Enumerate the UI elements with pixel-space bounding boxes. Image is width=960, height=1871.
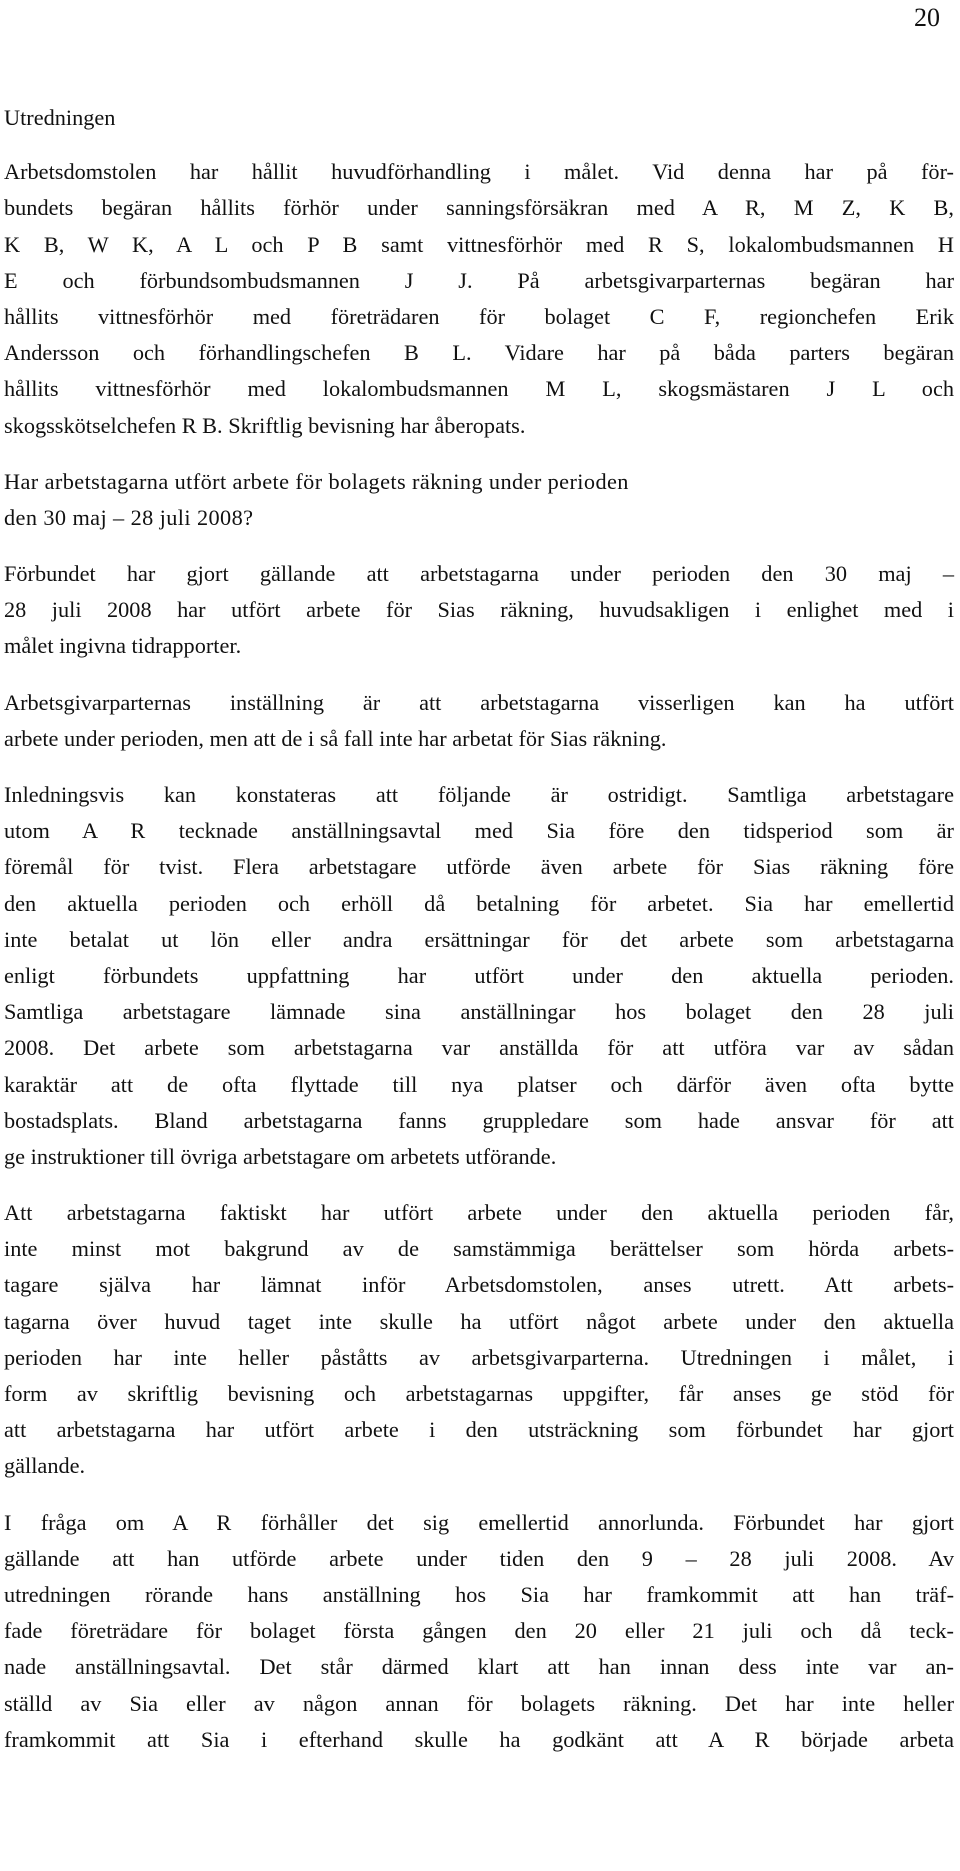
paragraph-line: E och förbundsombudsmannen J J. På arbetsgivarparternas begäran har [4,267,954,293]
paragraph-line: ställd av Sia eller av någon annan för bolagets räkning. Det har inte heller [4,1690,954,1716]
paragraph-line: tagare själva har lämnat inför Arbetsdomstolen, anses utrett. Att arbets- [4,1272,954,1298]
paragraph-line: 2008. Det arbete som arbetstagarna var anställda för att utföra var av sådan [4,1035,954,1061]
paragraph-line: Förbundet har gjort gällande att arbetstagarna under perioden den 30 maj – [4,561,954,587]
document-body [4,100,954,1758]
paragraph-line: hållits vittnesförhör med lokalombudsmannen M L, skogsmästaren J L och [4,376,954,402]
paragraph-line: Att arbetstagarna faktiskt har utfört arbete under den aktuella perioden får, [4,1200,954,1226]
paragraph-line: målet ingivna tidrapporter. [4,633,242,659]
paragraph-line: Har arbetstagarna utfört arbete för bolagets räkning under perioden [4,468,629,494]
paragraph-line: föremål för tvist. Flera arbetstagare utförde även arbete för Sias räkning före [4,854,954,880]
paragraph-line: tagarna över huvud taget inte skulle ha utfört något arbete under den aktuella [4,1308,954,1334]
paragraph-line: Arbetsdomstolen har hållit huvudförhandling i målet. Vid denna har på för- [4,159,954,185]
paragraph-line: Andersson och förhandlingschefen B L. Vidare har på båda parters begäran [4,340,954,366]
paragraph-3 [4,556,954,665]
paragraph-line: 28 juli 2008 har utfört arbete för Sias räkning, huvudsakligen i enlighet med i [4,597,954,623]
question-heading [4,464,954,536]
paragraph-line: den aktuella perioden och erhöll då betalning för arbetet. Sia har emellertid [4,890,954,916]
paragraph-line: form av skriftlig bevisning och arbetstagarnas uppgifter, får anses ge stöd för [4,1381,954,1406]
paragraph-1 [4,154,954,444]
paragraph-line: karaktär att de ofta flyttade till nya platser och därför även ofta bytte [4,1071,954,1097]
paragraph-6 [4,1195,954,1485]
paragraph-line: K B, W K, A L och P B samt vittnesförhör med R S, lokalombudsmannen H [4,231,954,257]
paragraph-line: arbete under perioden, men att de i så fall inte har arbetat för Sias räkning. [4,725,667,751]
paragraph-line: Inledningsvis kan konstateras att följande är ostridigt. Samtliga arbetstagare [4,782,954,807]
paragraph-line: fade företrädare för bolaget första gången den 20 eller 21 juli och då teck- [4,1618,954,1644]
paragraph-4 [4,685,954,757]
page-number: 20 [914,3,940,32]
paragraph-line: bostadsplats. Bland arbetstagarna fanns gruppledare som hade ansvar för att [4,1107,954,1133]
paragraph-line: inte betalat ut lön eller andra ersättningar för det arbete som arbetstagarna [4,926,954,952]
paragraph-line: nade anställningsavtal. Det står därmed klart att han innan dess inte var an- [4,1654,954,1680]
paragraph-line: utredningen rörande hans anställning hos Sia har framkommit att han träf- [4,1581,954,1607]
paragraph-line: ge instruktioner till övriga arbetstagare om arbetets utförande. [4,1143,557,1169]
paragraph-line: framkommit att Sia i efterhand skulle ha godkänt att A R började arbeta [4,1726,954,1752]
paragraph-line: bundets begäran hållits förhör under sanningsförsäkran med A R, M Z, K B, [4,195,954,221]
paragraph-line: gällande. [4,1453,86,1479]
paragraph-line: utom A R tecknade anställningsavtal med Sia före den tidsperiod som är [4,818,954,844]
paragraph-line: Arbetsgivarparternas inställning är att arbetstagarna visserligen kan ha utfört [4,689,954,715]
paragraph-5 [4,777,954,1175]
paragraph-7 [4,1505,954,1758]
paragraph-line: att arbetstagarna har utfört arbete i den utsträckning som förbundet har gjort [4,1417,954,1443]
paragraph-line: Samtliga arbetstagare lämnade sina anställningar hos bolaget den 28 juli [4,999,954,1025]
paragraph-line: enligt förbundets uppfattning har utfört under den aktuella perioden. [4,962,954,988]
paragraph-line: hållits vittnesförhör med företrädaren för bolaget C F, regionchefen Erik [4,303,954,329]
paragraph-line: skogsskötselchefen R B. Skriftlig bevisning har åberopats. [4,412,526,438]
paragraph-line: inte minst mot bakgrund av de samstämmiga berättelser som hörda arbets- [4,1236,954,1262]
paragraph-line: perioden har inte heller påståtts av arbetsgivarparterna. Utredningen i målet, i [4,1344,954,1370]
section-heading: Utredningen [4,105,116,130]
paragraph-line: den 30 maj – 28 juli 2008? [4,504,254,530]
paragraph-line: gällande att han utförde arbete under tiden den 9 – 28 juli 2008. Av [4,1545,954,1571]
paragraph-line: I fråga om A R förhåller det sig emellertid annorlunda. Förbundet har gjort [4,1509,954,1535]
